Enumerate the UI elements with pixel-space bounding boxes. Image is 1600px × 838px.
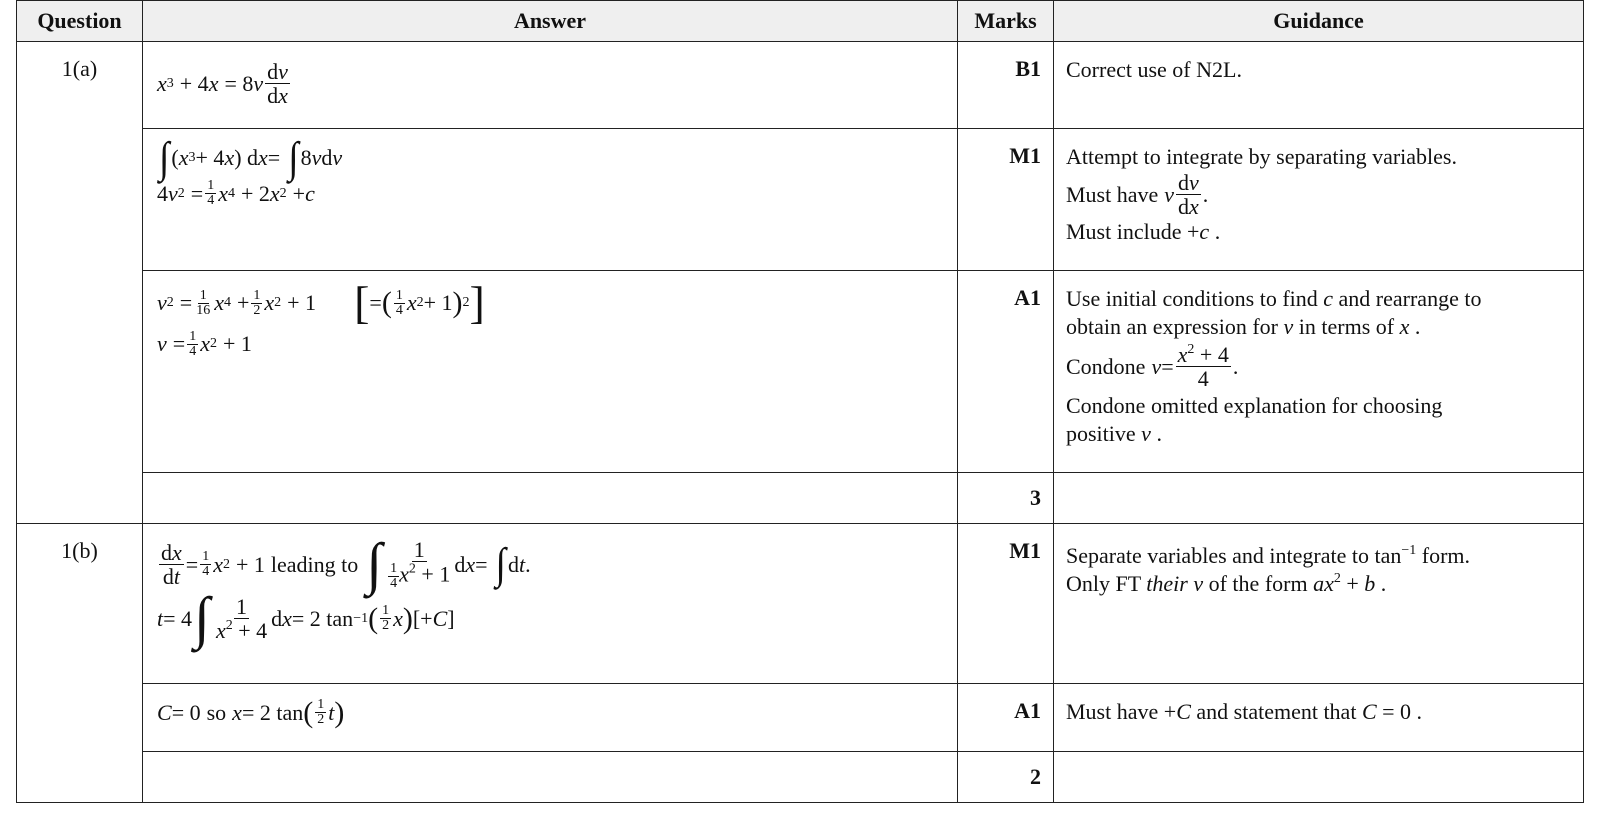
guidance-text: Condone	[1066, 353, 1146, 379]
answer-cell	[143, 524, 958, 684]
guidance-text: Must include	[1066, 219, 1182, 245]
table-row	[17, 271, 1584, 473]
answer-cell	[143, 473, 958, 524]
mark-total: 2	[958, 752, 1054, 803]
math-line: $\frac{dx}{dt}$ = $\frac{1}{4}$ x 2 + 1 leading to ∫ 1 $\frac{1}{4}$ $x^2 + 1$ d x = ∫ d t .	[161, 531, 531, 597]
mark-scheme	[16, 0, 1584, 803]
guidance-cell	[1054, 473, 1584, 524]
guidance-text: Use initial conditions to find	[1066, 286, 1318, 311]
table-row	[17, 684, 1584, 752]
guidance-cell	[1054, 524, 1584, 684]
mark-code: M1	[958, 524, 1054, 684]
mark-total: 3	[958, 473, 1054, 524]
header-row	[17, 1, 1584, 42]
table-row	[17, 42, 1584, 129]
table-row	[17, 129, 1584, 271]
guidance-line: Must have v $\frac{dv}{dx}$ .	[1066, 170, 1209, 220]
fraction: $\frac{dv}{dx}$	[267, 59, 288, 109]
leading-to-text: leading to	[270, 551, 359, 577]
header-guidance: Guidance	[1054, 1, 1584, 42]
guidance-cell	[1054, 129, 1584, 271]
guidance-text: obtain an expression for	[1066, 314, 1278, 339]
answer-cell	[143, 684, 958, 752]
table-row	[17, 524, 1584, 684]
header-question: Question	[17, 1, 143, 42]
guidance-text: Must have	[1066, 181, 1159, 207]
guidance-line: positive v .	[1066, 421, 1162, 447]
math-line: x 3 + 4 x = 8 v $\frac{dv}{dx}$	[157, 59, 288, 109]
guidance-text: of the form	[1208, 571, 1308, 596]
guidance-text: Attempt to integrate by separating variables.	[1066, 144, 1457, 169]
guidance-text: Must have	[1066, 699, 1159, 724]
math-line: 4 v 2 = $\frac{1}{4}$ x 4 + 2 x 2 + c	[157, 178, 315, 209]
header-marks: Marks	[958, 1, 1054, 42]
guidance-line: obtain an expression for v in terms of x .	[1066, 314, 1421, 339]
math-line: t = 4 ∫ $\frac{1}{x^2 + 4}$ d x = 2 tan −1 ( $\frac{1}{2}$ x ) [+ C ]	[157, 585, 455, 651]
question-label-1b: 1(b)	[17, 524, 143, 803]
guidance-text: positive	[1066, 421, 1136, 447]
guidance-line: Separate variables and integrate to $\tan^{-1}$ form.	[1066, 543, 1471, 568]
guidance-line: Must include +c .	[1066, 219, 1221, 245]
guidance-cell	[1054, 42, 1584, 129]
fraction: $\frac{dv}{dx}$	[1178, 170, 1199, 220]
so-text: so	[206, 699, 227, 725]
guidance-line: Only FT their v of the form $ax^2 + b$ .	[1066, 571, 1387, 596]
guidance-text: and statement that	[1196, 699, 1357, 724]
guidance-text: Correct use of N2L.	[1066, 57, 1242, 82]
math-line: ∫ ( x 3 + 4 x ) d x = ∫ 8 v d v	[159, 133, 343, 183]
math-line: C = 0 so x = 2 tan ( $\frac{1}{2}$ t )	[157, 695, 345, 729]
mark-code: B1	[958, 42, 1054, 129]
mark-scheme-table	[16, 0, 1584, 803]
guidance-text: Only FT	[1066, 571, 1141, 596]
mark-code: M1	[958, 129, 1054, 271]
guidance-text: Separate variables and integrate to	[1066, 543, 1369, 568]
header-answer: Answer	[143, 1, 958, 42]
table-row	[17, 752, 1584, 803]
guidance-cell	[1054, 752, 1584, 803]
answer-cell	[143, 42, 958, 129]
guidance-text: their	[1146, 571, 1188, 596]
answer-cell	[143, 271, 958, 473]
guidance-text: and rearrange to	[1338, 286, 1482, 311]
answer-cell	[143, 752, 958, 803]
guidance-cell: Must have +C and statement that C = 0 .	[1054, 684, 1584, 752]
mark-code: A1	[958, 684, 1054, 752]
fraction: $\frac{dx}{dt}$	[161, 539, 182, 590]
guidance-text: form.	[1421, 543, 1471, 568]
math-line: v = $\frac{1}{4}$ x 2 + 1	[157, 328, 252, 359]
mark-code: A1	[958, 271, 1054, 473]
fraction: $\frac{x^2 + 4}{4}$	[1177, 342, 1229, 392]
guidance-cell	[1054, 271, 1584, 473]
guidance-text: Condone omitted explanation for choosing	[1066, 393, 1443, 419]
guidance-text: in terms of	[1298, 314, 1395, 339]
fraction: $\frac{1}{x^2 + 4}$	[215, 594, 268, 644]
table-row	[17, 473, 1584, 524]
math-line: v 2 = $\frac{1}{16}$ x 4 + $\frac{1}{2}$ x 2 + 1 [ = ( $\frac{1}{4}$ x 2 + 1 ) 2 ]	[157, 277, 485, 328]
answer-cell	[143, 129, 958, 271]
question-label-1a: 1(a)	[17, 42, 143, 524]
fraction: 1 $\frac{1}{4}$ $x^2 + 1$	[390, 537, 451, 592]
guidance-line: Condone v = $\frac{x^2 + 4}{4}$ .	[1066, 342, 1239, 392]
guidance-line: Use initial conditions to find c and rearrange to	[1066, 286, 1482, 311]
